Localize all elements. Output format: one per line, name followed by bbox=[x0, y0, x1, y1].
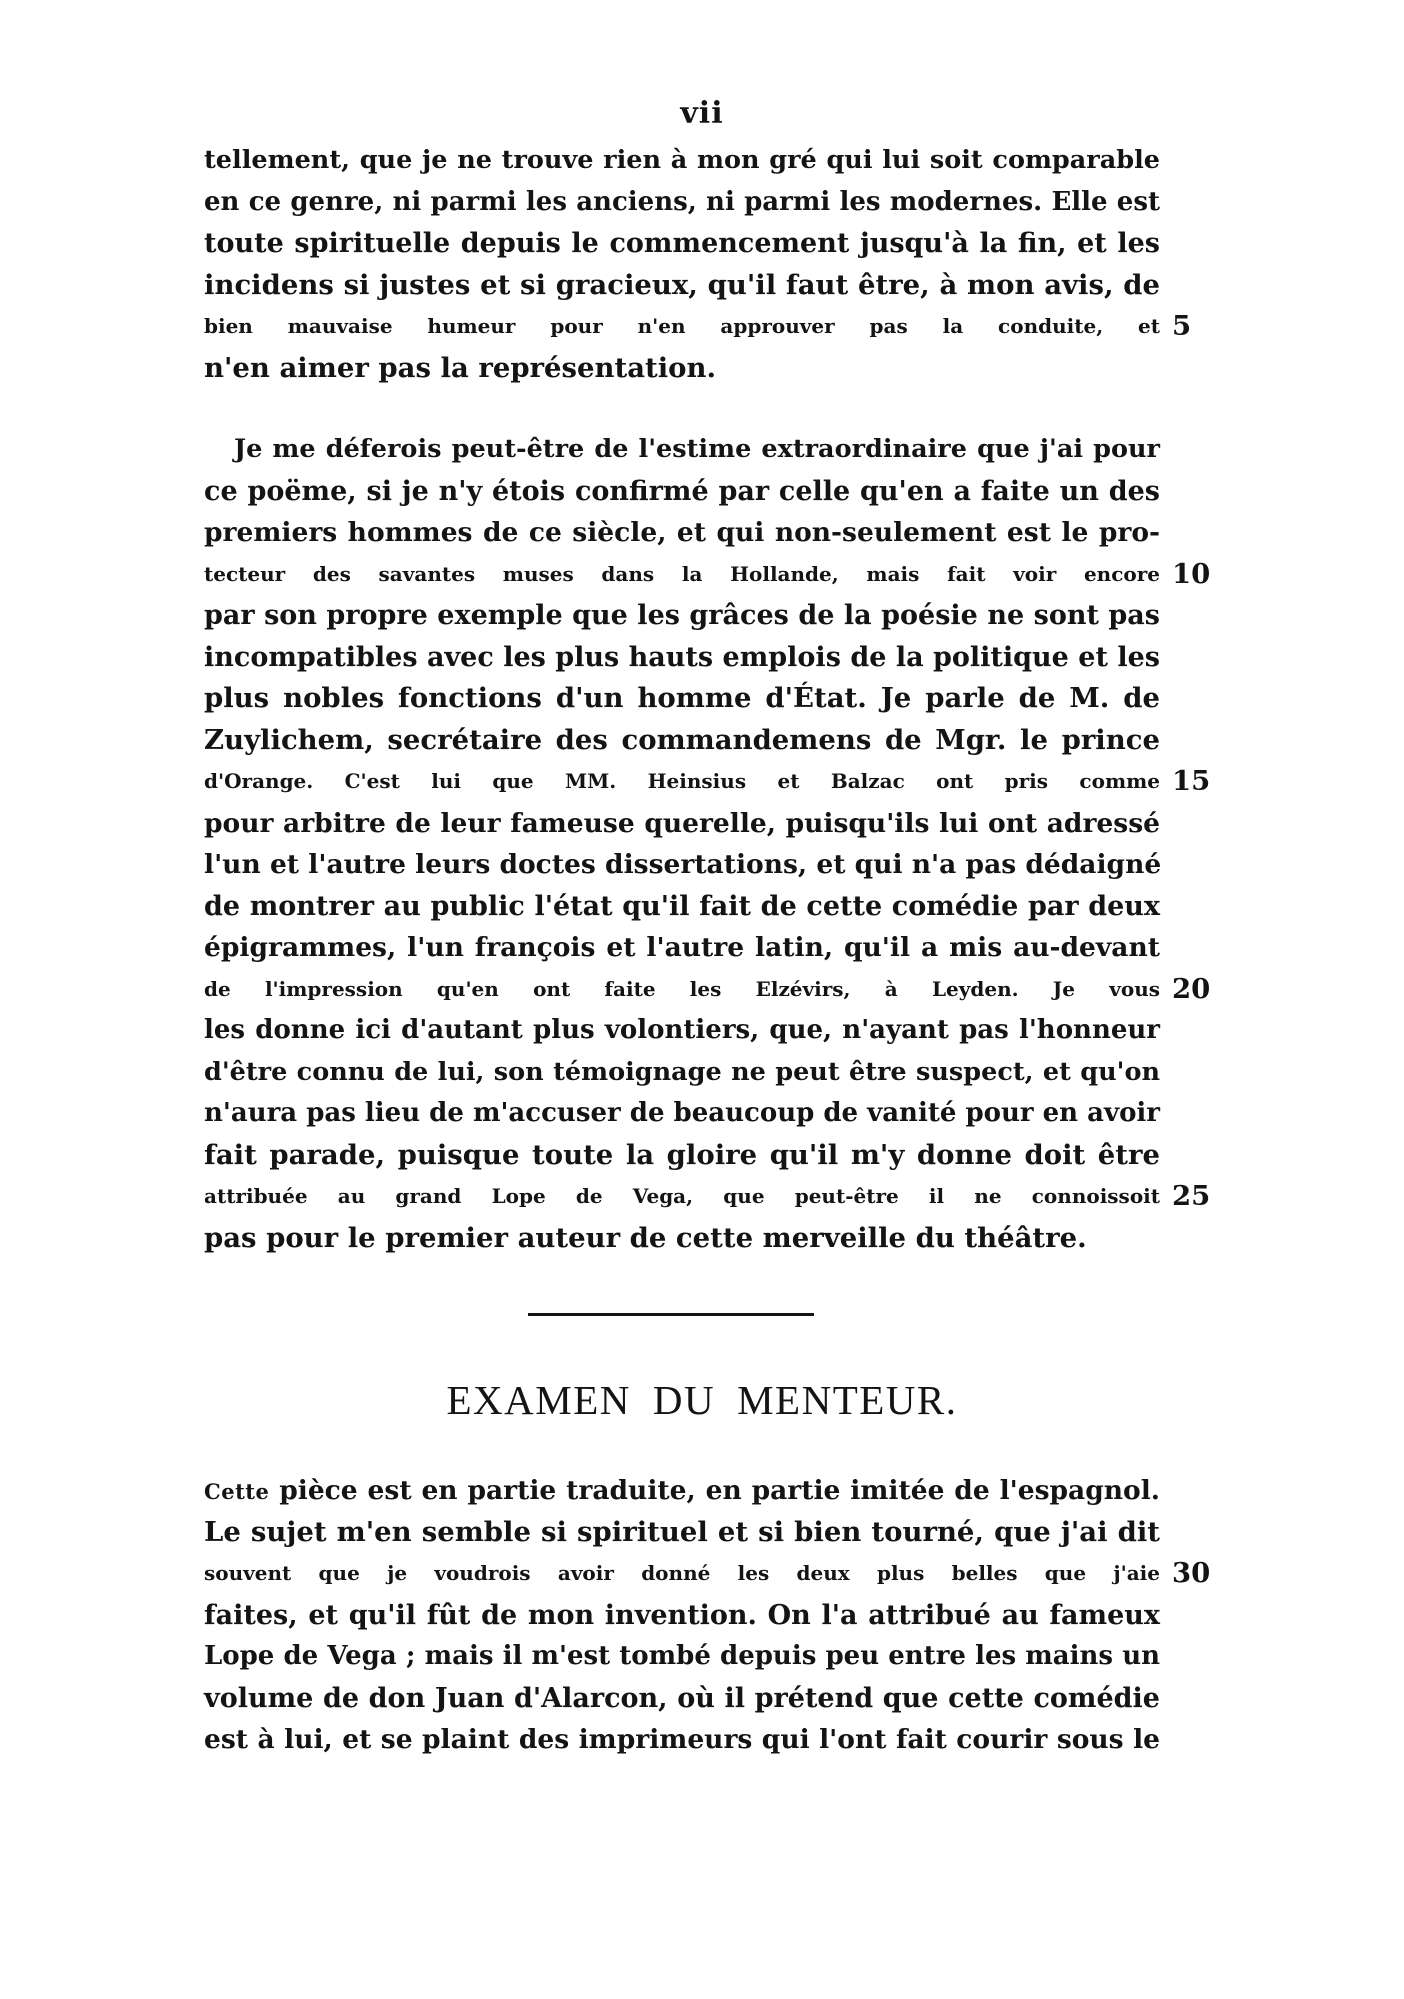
paragraph-3 bbox=[204, 1470, 1211, 1761]
text-line bbox=[204, 1176, 1211, 1218]
text-line: pas pour le premier auteur de cette merveille du théâtre. bbox=[204, 1221, 1087, 1254]
heading-word: EXAMEN bbox=[446, 1377, 631, 1423]
text-line: de montrer au public l'état qu'il fait de cette comédie par deux bbox=[204, 890, 1160, 922]
text-line bbox=[204, 1470, 1160, 1512]
text-line bbox=[204, 306, 1192, 348]
text-line-content: de l'impression qu'en ont faite les Elzévirs, à Leyden. Je vous bbox=[204, 976, 1160, 1001]
text-line: fait parade, puisque toute la gloire qu'il m'y donne doit être bbox=[204, 1138, 1160, 1171]
text-line: Zuylichem, secrétaire des commandemens de Mgr. le prince bbox=[204, 723, 1160, 756]
line-number: 30 bbox=[1172, 1557, 1211, 1589]
text-line: n'en aimer pas la représentation. bbox=[204, 351, 717, 384]
text-line bbox=[204, 761, 1211, 803]
line-number: 5 bbox=[1172, 310, 1192, 342]
text-line-content: d'Orange. C'est lui que MM. Heinsius et Balzac ont pris comme bbox=[204, 769, 1160, 793]
text-line bbox=[204, 554, 1211, 596]
text-line: incidens si justes et si gracieux, qu'il faut être, à mon avis, de bbox=[204, 268, 1160, 301]
line-number: 10 bbox=[1172, 557, 1211, 590]
text-line: en ce genre, ni parmi les anciens, ni parmi les modernes. Elle est bbox=[204, 186, 1160, 217]
text-line: faites, et qu'il fût de mon invention. On l'a attribué au fameux bbox=[204, 1599, 1160, 1631]
heading-word: DU bbox=[652, 1377, 716, 1423]
text-line: épigrammes, l'un françois et l'autre latin, qu'il a mis au-devant bbox=[204, 932, 1160, 963]
text-line-content: bien mauvaise humeur pour n'en approuver pas la conduite, et bbox=[204, 314, 1160, 338]
heading-word: MENTEUR. bbox=[737, 1377, 958, 1423]
text-line bbox=[204, 1553, 1211, 1595]
text-line: les donne ici d'autant plus volontiers, que, n'ayant pas l'honneur bbox=[204, 1015, 1160, 1045]
text-line: d'être connu de lui, son témoignage ne peut être suspect, et qu'on bbox=[204, 1056, 1160, 1087]
line-number: 15 bbox=[1172, 765, 1211, 797]
text-line-content: attribuée au grand Lope de Vega, que peut-être il ne connoissoit bbox=[204, 1184, 1160, 1208]
text-line-content: souvent que je voudrois avoir donné les deux plus belles que j'aie bbox=[204, 1561, 1160, 1585]
line-number: 25 bbox=[1172, 1180, 1211, 1212]
section-heading bbox=[0, 1376, 1404, 1424]
text-line: est à lui, et se plaint des imprimeurs qui l'ont fait courir sous le bbox=[204, 1724, 1160, 1755]
text-line: l'un et l'autre leurs doctes dissertations, et qui n'a pas dédaigné bbox=[204, 849, 1162, 880]
small-caps-opening: Cette bbox=[204, 1479, 270, 1504]
text-line: pour arbitre de leur fameuse querelle, puisqu'ils lui ont adressé bbox=[204, 807, 1160, 839]
paragraph-1 bbox=[204, 140, 1192, 389]
text-line: Le sujet m'en semble si spirituel et si bien tourné, que j'ai dit bbox=[204, 1515, 1160, 1548]
page-number: vii bbox=[680, 96, 724, 131]
text-line-content: tecteur des savantes muses dans la Hollande, mais fait voir encore bbox=[204, 561, 1160, 586]
text-line: ce poëme, si je n'y étois confirmé par celle qu'en a faite un des bbox=[204, 475, 1160, 507]
text-line: volume de don Juan d'Alarcon, où il prétend que cette comédie bbox=[204, 1682, 1160, 1714]
text-line: Je me déferois peut-être de l'estime extraordinaire que j'ai pour bbox=[234, 434, 1160, 464]
text-line: tellement, que je ne trouve rien à mon gré qui lui soit comparable bbox=[204, 145, 1160, 175]
text-line: toute spirituelle depuis le commencement jusqu'à la fin, et les bbox=[204, 228, 1160, 259]
text-line: n'aura pas lieu de m'accuser de beaucoup de vanité pour en avoir bbox=[204, 1098, 1160, 1128]
text-line: par son propre exemple que les grâces de la poésie ne sont pas bbox=[204, 600, 1160, 631]
section-divider bbox=[528, 1313, 814, 1316]
paragraph-2 bbox=[204, 429, 1211, 1259]
text-line: premiers hommes de ce siècle, et qui non-seulement est le pro- bbox=[204, 517, 1160, 548]
text-line: Lope de Vega ; mais il m'est tombé depuis peu entre les mains un bbox=[204, 1641, 1160, 1671]
text-line: incompatibles avec les plus hauts emplois de la politique et les bbox=[204, 641, 1160, 673]
text-line: plus nobles fonctions d'un homme d'État. Je parle de M. de bbox=[204, 682, 1160, 714]
text-line-content: pièce est en partie traduite, en partie imitée de l'espagnol. bbox=[269, 1475, 1160, 1506]
text-line bbox=[204, 969, 1211, 1011]
line-number: 20 bbox=[1172, 972, 1211, 1005]
